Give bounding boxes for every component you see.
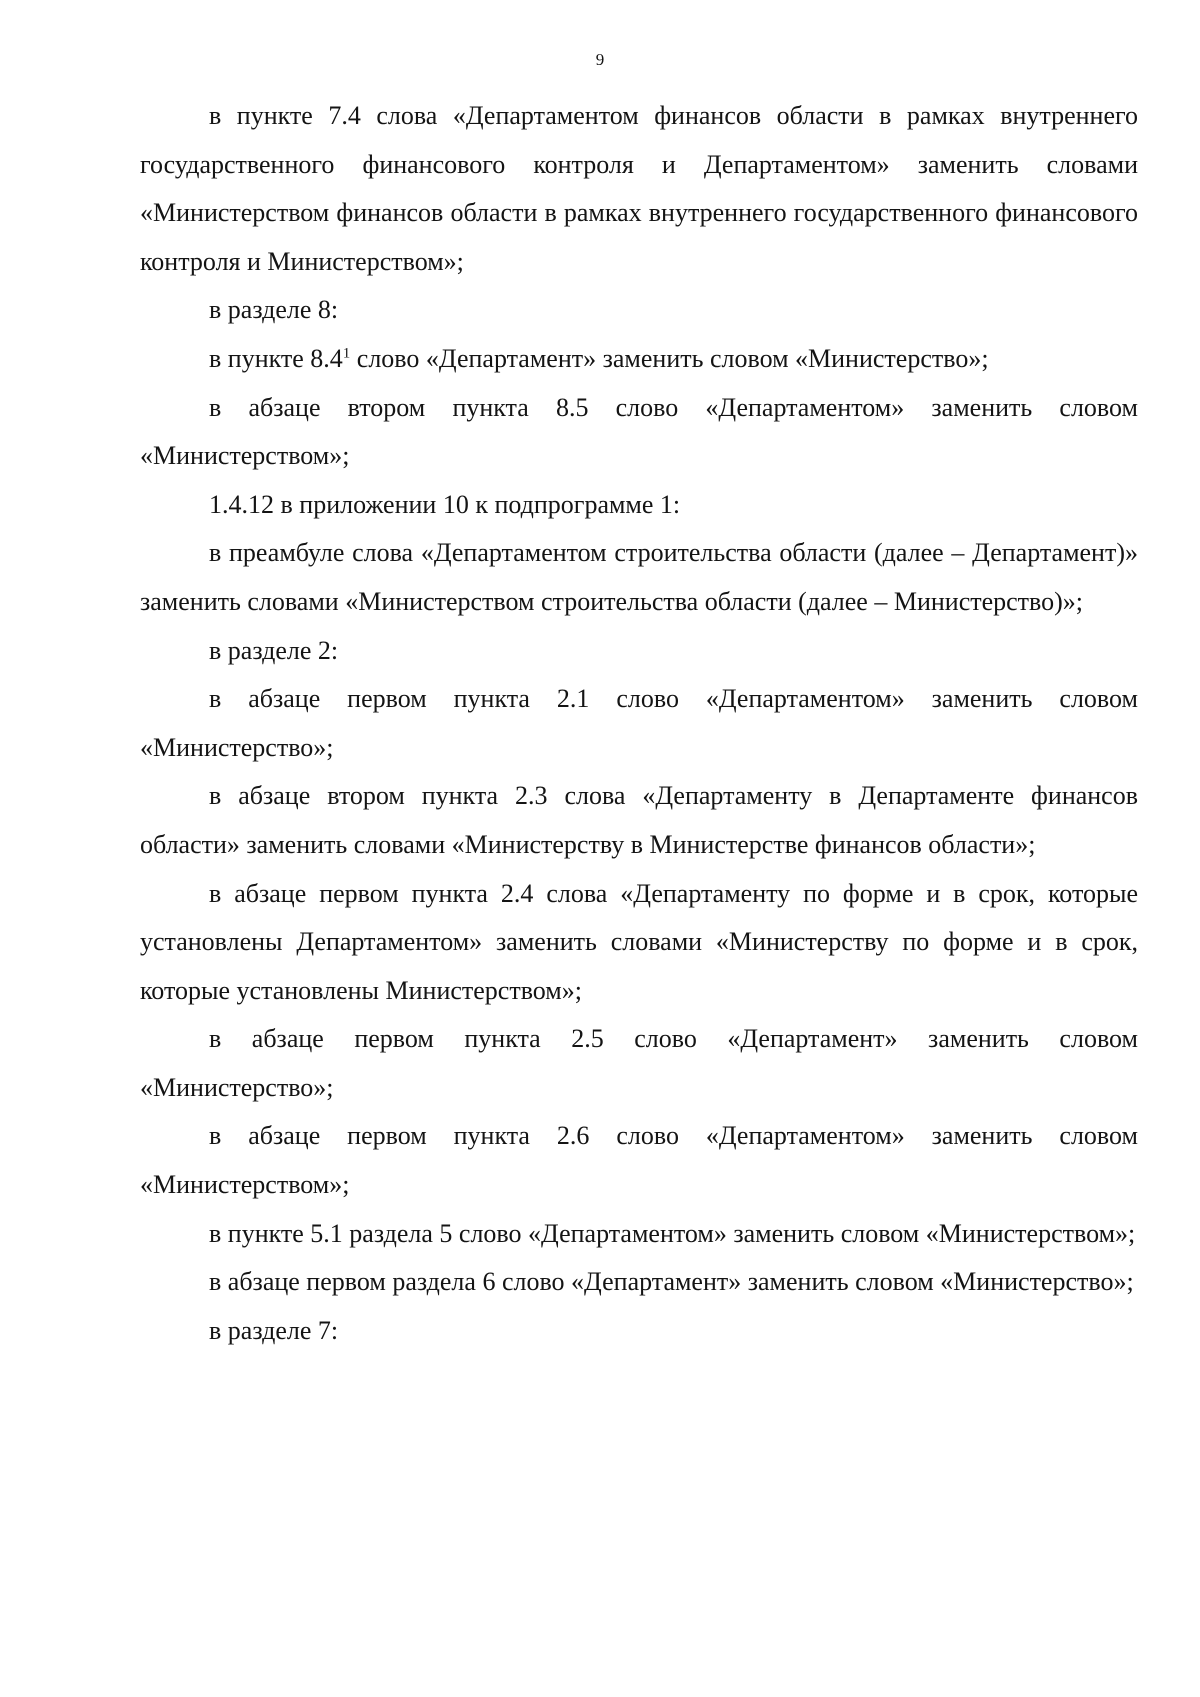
paragraph-section-2: в разделе 2: xyxy=(209,635,339,665)
paragraph-section-7: в разделе 7: xyxy=(209,1315,339,1345)
paragraph-1-4-12: 1.4.12 в приложении 10 к подпрограмме 1: xyxy=(209,489,681,519)
paragraph-2-6: в абзаце первом пункта 2.6 слово «Департаментом» заменить словом «Министерством»; xyxy=(140,1121,1138,1200)
paragraph-7-4: в пункте 7.4 слова «Департаментом финансов области в рамках внутреннего государственного финансового контроля и Департаментом» заменить словами «Министерством финансов области в рамках внутреннего государственного финансового контроля и Министерством»; xyxy=(140,101,1138,276)
paragraph-2-3: в абзаце втором пункта 2.3 слова «Департаменту в Департаменте финансов области» заменить словами «Министерству в Министерстве финансов области»; xyxy=(140,781,1138,859)
paragraph-2-5: в абзаце первом пункта 2.5 слово «Департамент» заменить словом «Министерство»; xyxy=(140,1024,1138,1102)
document-body xyxy=(140,92,1138,1355)
paragraph-8-5: в абзаце втором пункта 8.5 слово «Департаментом» заменить словом «Министерством»; xyxy=(140,392,1138,471)
paragraph-2-1: в абзаце первом пункта 2.1 слово «Департаментом» заменить словом «Министерство»; xyxy=(140,684,1138,762)
page-number: 9 xyxy=(595,50,605,69)
paragraph-2-4: в абзаце первом пункта 2.4 слова «Департаменту по форме и в срок, которые установлены Департаментом» заменить словами «Министерству по форме и в срок, которые установлены Министерством»; xyxy=(140,878,1138,1005)
superscript: 1 xyxy=(342,345,351,362)
paragraph-8-4-1: в пункте $8.4^1$ слово «Департамент» заменить словом «Министерство»; xyxy=(209,343,989,373)
paragraph-section-8: в разделе 8: xyxy=(209,295,339,325)
paragraph-preamble: в преамбуле слова «Департаментом строительства области (далее – Департамент)» заменить словами «Министерством строительства области (далее – Министерство)»; xyxy=(140,538,1138,616)
paragraph-section-6: в абзаце первом раздела 6 слово «Департамент» заменить словом «Министерство»; xyxy=(209,1267,1134,1297)
paragraph-5-1: в пункте 5.1 раздела 5 слово «Департаментом» заменить словом «Министерством»; xyxy=(209,1218,1136,1248)
